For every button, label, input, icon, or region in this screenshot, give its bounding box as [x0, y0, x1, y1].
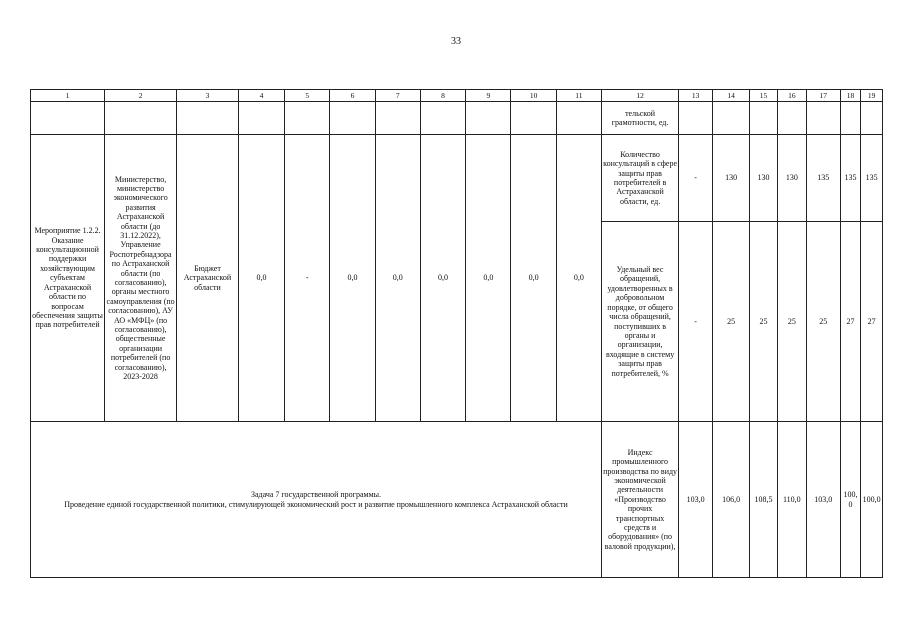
cell-col5: -: [285, 135, 330, 422]
task-value: 103,0: [806, 422, 840, 578]
task-value: 110,0: [777, 422, 806, 578]
continuation-indicator: тельской грамотности, ед.: [601, 102, 678, 135]
col-header: 2: [105, 90, 177, 102]
task-row: [31, 422, 883, 578]
col-header: 4: [238, 90, 284, 102]
col-header: 8: [420, 90, 465, 102]
col-header: 1: [31, 90, 105, 102]
task-value: 103,0: [679, 422, 713, 578]
indicator-value: 130: [713, 135, 750, 222]
col-header: 9: [466, 90, 511, 102]
col-header: 7: [375, 90, 420, 102]
indicator-value: 130: [750, 135, 778, 222]
indicator-name: Удельный вес обращений, удовлетворенных в добровольном порядке, от общего числа обращений, поступивших в органы и организации, входящие в систему защиты прав потребителей, %: [601, 222, 678, 422]
col-header: 17: [806, 90, 840, 102]
task-indicator: Индекс промышленного производства по виду экономической деятельности «Производство прочих транспортных средств и оборудования» (по валовой продукции),: [601, 422, 678, 578]
indicator-value: 135: [806, 135, 840, 222]
header-row: [31, 90, 883, 102]
col-header: 19: [861, 90, 883, 102]
indicator-value: -: [679, 135, 713, 222]
cell-col9: 0,0: [466, 135, 511, 422]
col-header: 6: [330, 90, 375, 102]
page-number: 33: [451, 36, 461, 47]
indicator-name: Количество консультаций в сфере защиты прав потребителей в Астраханской области, ед.: [601, 135, 678, 222]
indicator-value: 25: [713, 222, 750, 422]
col-header: 5: [285, 90, 330, 102]
indicator-value: 27: [840, 222, 861, 422]
indicator-value: 25: [777, 222, 806, 422]
measure-executors: Министерство, министерство экономического развития Астраханской области (до 31.12.2022), Управление Роспотребнадзора по Астраханской области (по согласованию), органы местного самоуправления (по согласованию), АУ АО «МФЦ» (по согласованию), общественные организации потребителей (по согласованию), 2023-2028: [105, 135, 177, 422]
col-header: 12: [601, 90, 678, 102]
col-header: 3: [177, 90, 239, 102]
col-header: 14: [713, 90, 750, 102]
cell-col10: 0,0: [511, 135, 556, 422]
col-header: 15: [750, 90, 778, 102]
col-header: 16: [777, 90, 806, 102]
indicator-value: 130: [777, 135, 806, 222]
task-title: Задача 7 государственной программы.: [250, 489, 382, 499]
indicator-value: 25: [750, 222, 778, 422]
task-value: 100,0: [840, 422, 861, 578]
indicator-value: 135: [840, 135, 861, 222]
indicator-value: 27: [861, 222, 883, 422]
col-header: 13: [679, 90, 713, 102]
task-value: 100,0: [861, 422, 883, 578]
task-value: 108,5: [750, 422, 778, 578]
measure-row: [31, 135, 883, 222]
task-value: 106,0: [713, 422, 750, 578]
continuation-row: [31, 102, 883, 135]
cell-col8: 0,0: [420, 135, 465, 422]
indicator-value: -: [679, 222, 713, 422]
cell-col4: 0,0: [238, 135, 284, 422]
program-table: [30, 89, 883, 578]
task-text: Проведение единой государственной политики, стимулирующей экономический рост и развитие промышленного комплекса Астраханской области: [64, 499, 568, 509]
indicator-value: 135: [861, 135, 883, 222]
cell-col7: 0,0: [375, 135, 420, 422]
col-header: 10: [511, 90, 556, 102]
cell-col11: 0,0: [556, 135, 601, 422]
cell-col6: 0,0: [330, 135, 375, 422]
measure-name: Мероприятие 1.2.2. Оказание консультационной поддержки хозяйствующим субъектам Астраханской области по вопросам обеспечения защиты прав потребителей: [31, 135, 105, 422]
funding-source: Бюджет Астраханской области: [177, 135, 239, 422]
task-description: [31, 422, 602, 578]
indicator-value: 25: [806, 222, 840, 422]
col-header: 18: [840, 90, 861, 102]
col-header: 11: [556, 90, 601, 102]
